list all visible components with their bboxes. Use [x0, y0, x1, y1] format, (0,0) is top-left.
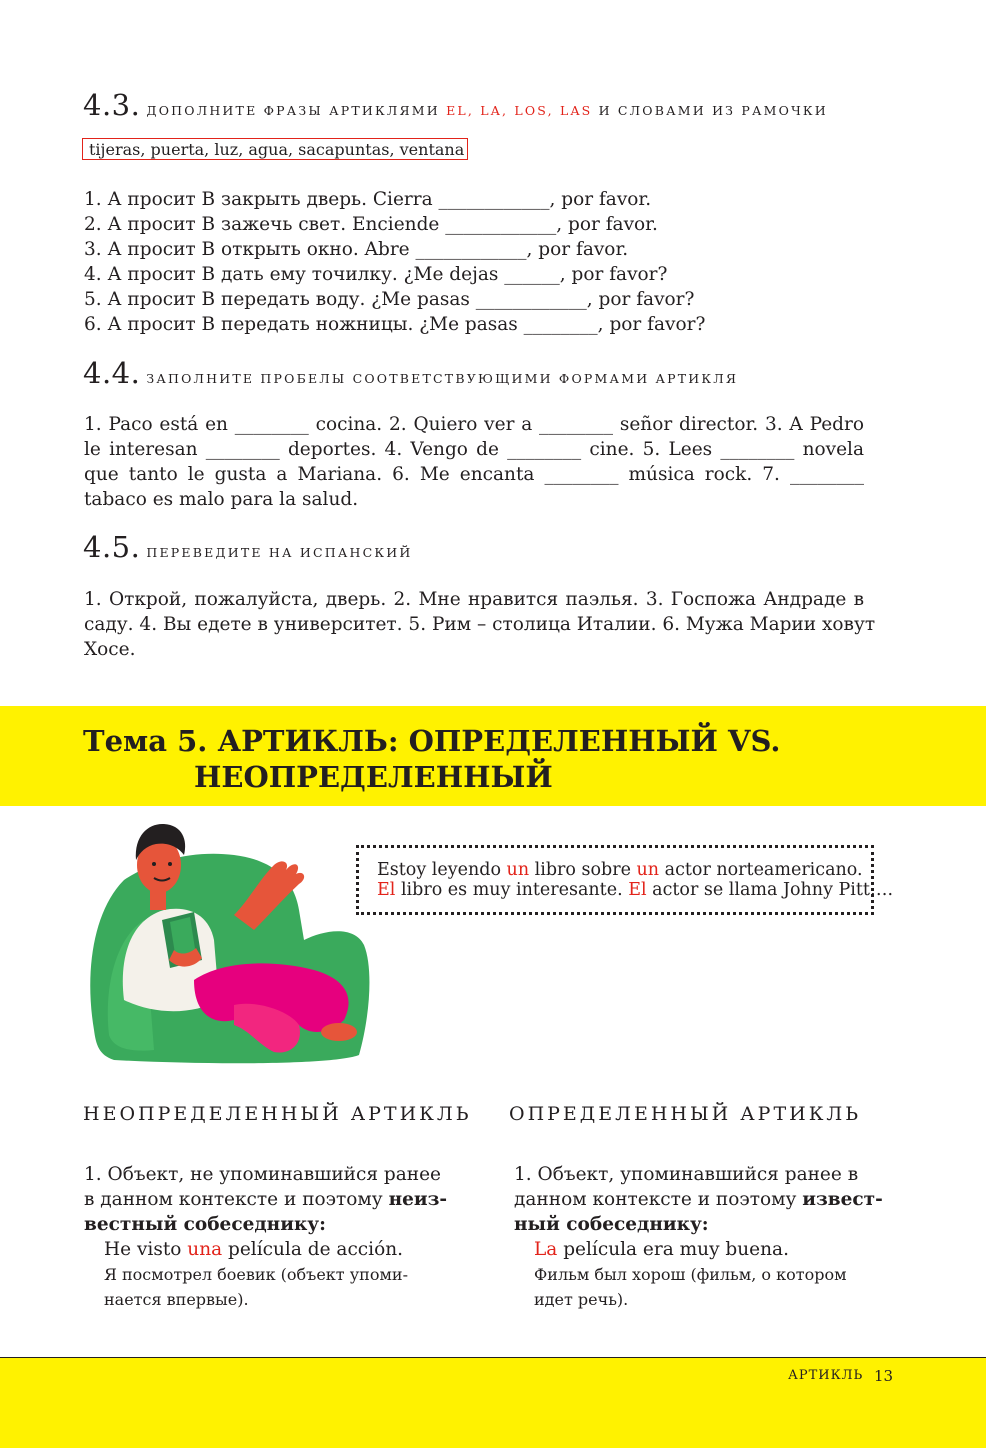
paragraph-line: Хосе.	[84, 639, 136, 660]
rule-line: 1. Объект, упоминавшийся ранее в	[514, 1164, 859, 1185]
definite-article-column	[514, 1162, 883, 1312]
exercise-4-4-heading	[83, 356, 738, 390]
reading-boy-illustration	[84, 820, 374, 1080]
translation-line: идет речь).	[534, 1290, 629, 1309]
topic-banner	[0, 706, 986, 806]
exercise-number: 4.4.	[83, 356, 141, 390]
running-title: АРТИКЛЬ	[788, 1368, 864, 1383]
exercise-4-3-lines	[84, 187, 705, 337]
paragraph-line: tabaco es malo para la salud.	[84, 489, 359, 510]
exercise-line: 3. А просит В открыть окно. Abre ____________, por favor.	[84, 239, 629, 260]
example-box	[356, 845, 894, 915]
paragraph-line: 1. Открой, пожалуйста, дверь. 2. Мне нравится паэлья. 3. Госпожа Андраде в	[84, 589, 864, 610]
paragraph-line: le interesan ________ deportes. 4. Vengo de ________ cine. 5. Lees ________ novela	[84, 439, 864, 460]
exercise-number: 4.5.	[83, 530, 141, 564]
exercise-line: 4. А просит В дать ему точилку. ¿Me dejas ______, por favor?	[84, 264, 668, 285]
paragraph-line: que tanto le gusta a Mariana. 6. Me encanta ________ música rock. 7. ________	[84, 464, 864, 485]
exercise-line: 6. А просит В передать ножницы. ¿Me pasas ________, por favor?	[84, 314, 706, 335]
example-sentence: La película era muy buena.	[534, 1239, 789, 1260]
page-number: 13	[874, 1367, 894, 1385]
indefinite-article-column	[84, 1162, 447, 1312]
exercise-4-3-heading	[83, 88, 828, 122]
exercise-line: 5. А просит В передать воду. ¿Me pasas ____________, por favor?	[84, 289, 695, 310]
foot	[321, 1023, 357, 1041]
translation-line: Я посмотрел боевик (объект упоми-	[104, 1265, 408, 1284]
neck	[150, 890, 166, 910]
exercise-4-4-text	[84, 412, 864, 512]
paragraph-line: саду. 4. Вы едете в университет. 5. Рим – столица Италии. 6. Мужа Марии ховут	[84, 614, 876, 635]
rule-line: вестный собеседнику:	[84, 1214, 326, 1235]
indefinite-article-heading: НЕОПРЕДЕЛЕННЫЙ АРТИКЛЬ	[83, 1103, 472, 1125]
exercise-line: 1. А просит В закрыть дверь. Cierra ____________, por favor.	[84, 189, 652, 210]
exercise-title: ПЕРЕВЕДИТЕ НА ИСПАНСКИЙ	[146, 545, 413, 560]
eye	[168, 862, 172, 866]
topic-title-line-2: НЕОПРЕДЕЛЕННЫЙ	[194, 760, 553, 794]
rule-line: ный собеседнику:	[514, 1214, 709, 1235]
rule-line: 1. Объект, не упоминавшийся ранее	[84, 1164, 441, 1185]
exercise-4-5-text	[84, 587, 876, 662]
paragraph-line: 1. Paco está en ________ cocina. 2. Quiero ver a ________ señor director. 3. A Pedro	[84, 414, 864, 435]
rule-line: в данном контексте и поэтому неиз-	[84, 1189, 448, 1210]
definite-article-heading: ОПРЕДЕЛЕННЫЙ АРТИКЛЬ	[509, 1103, 862, 1125]
translation-line: Фильм был хорош (фильм, о котором	[534, 1265, 847, 1284]
rule-line: данном контексте и поэтому извест-	[514, 1189, 883, 1210]
exercise-4-5-heading	[83, 530, 412, 564]
exercise-line: 2. А просит В зажечь свет. Enciende ____________, por favor.	[84, 214, 658, 235]
example-line-2: El libro es muy interesante. El actor se llama Johny Pitt….	[377, 880, 894, 900]
exercise-title: ЗАПОЛНИТЕ ПРОБЕЛЫ СООТВЕТСТВУЮЩИМИ ФОРМАМИ АРТИКЛЯ	[146, 371, 739, 386]
word-box: tijeras, puerta, luz, agua, sacapuntas, ventana	[82, 138, 468, 160]
example-line-1: Estoy leyendo un libro sobre un actor norteamericano.	[377, 860, 863, 880]
topic-title-line-1: Тема 5. АРТИКЛЬ: ОПРЕДЕЛЕННЫЙ VS.	[83, 724, 781, 758]
translation-line: нается впервые).	[104, 1290, 249, 1309]
exercise-title: ДОПОЛНИТЕ ФРАЗЫ АРТИКЛЯМИ EL, LA, LOS, LAS И СЛОВАМИ ИЗ РАМОЧКИ	[146, 103, 828, 118]
eye	[152, 862, 156, 866]
exercise-number: 4.3.	[83, 88, 141, 122]
page-footer	[0, 1357, 986, 1448]
example-sentence: He visto una película de acción.	[104, 1239, 404, 1260]
